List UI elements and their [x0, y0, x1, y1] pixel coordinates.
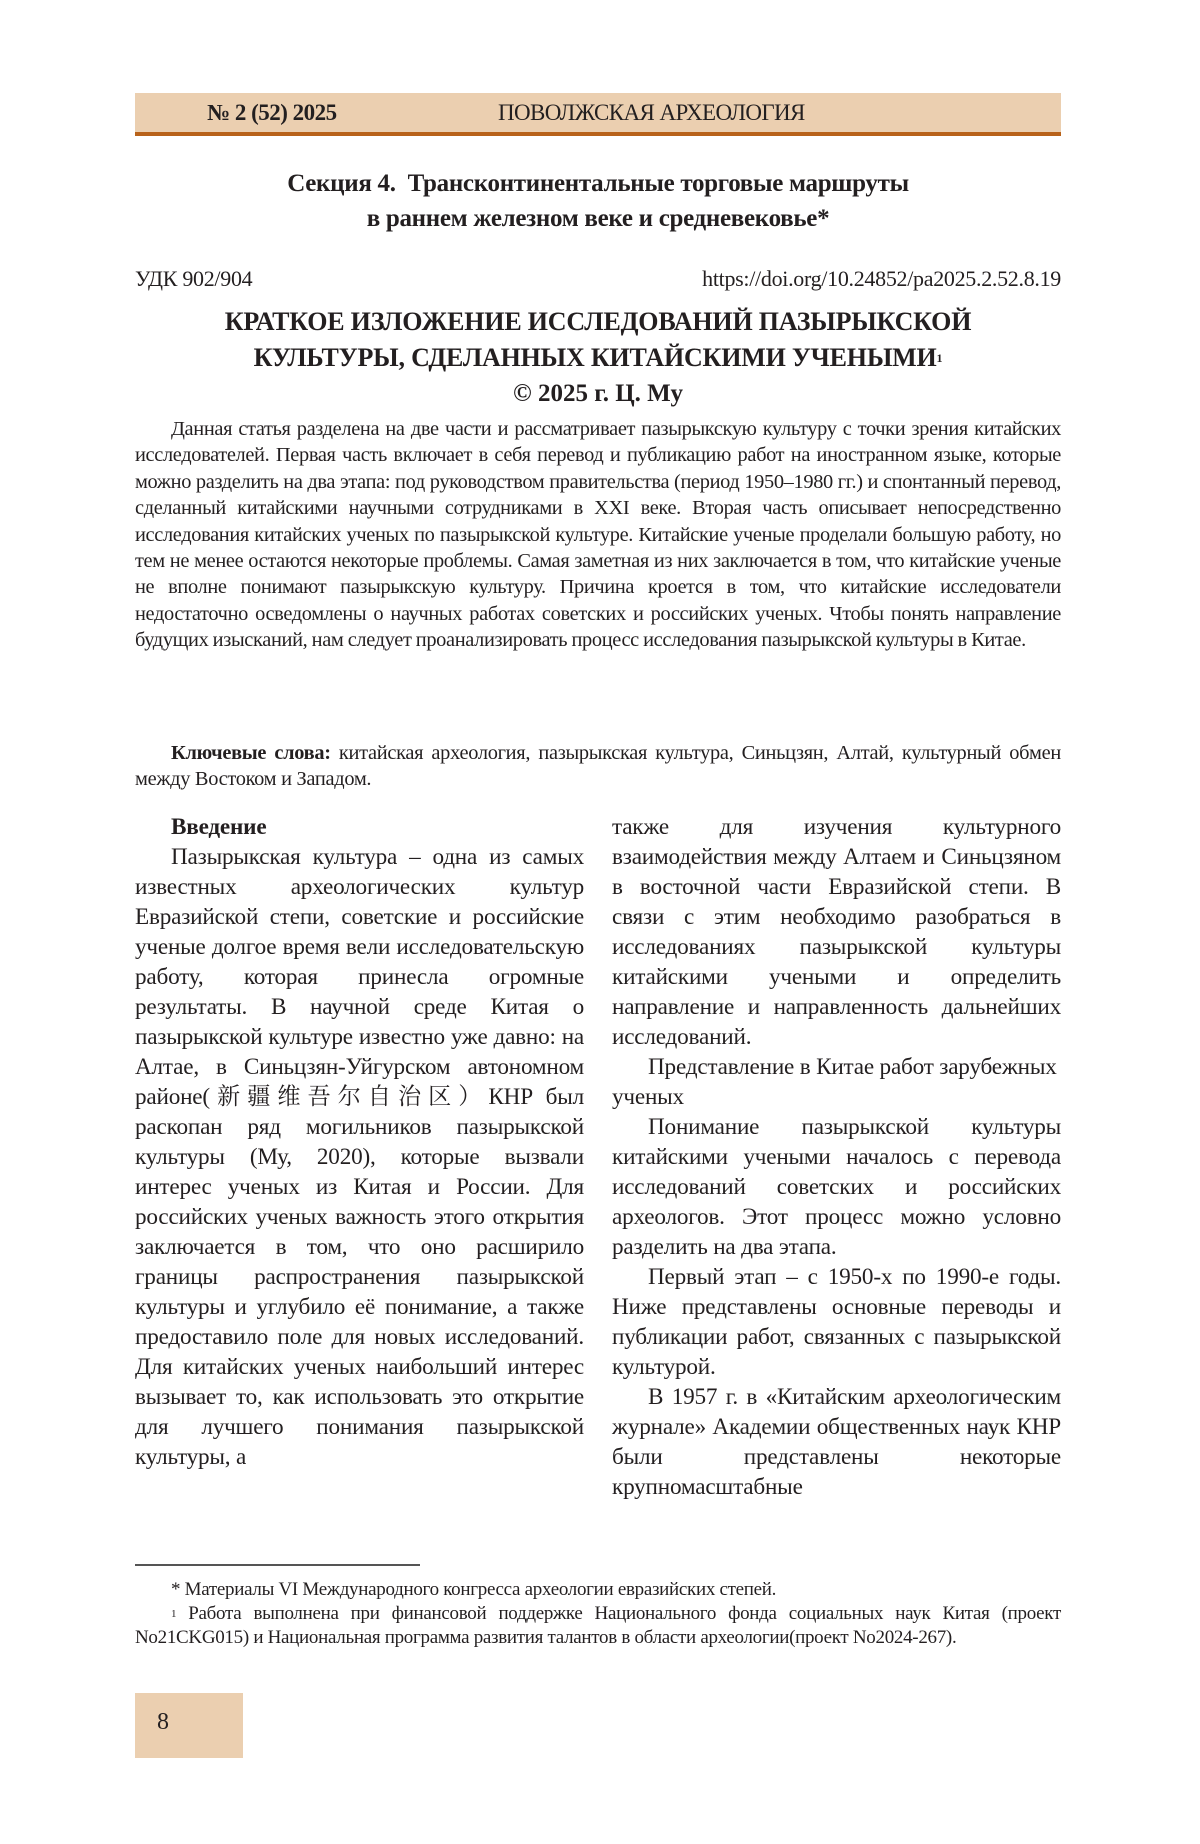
title-line: КРАТКОЕ ИЗЛОЖЕНИЕ ИССЛЕДОВАНИЙ ПАЗЫРЫКСКОЙ	[135, 304, 1061, 340]
footnote-star: * Материалы VI Международного конгресса археологии евразийских степей.	[135, 1578, 1061, 1602]
running-header	[135, 93, 1061, 136]
footnote-text: Работа выполнена при финансовой поддержке Национального фонда социальных наук Китая (проект No21CKG015) и Национальная программа развития талантов в области археологии(проект No2024-267).	[135, 1603, 1061, 1648]
footnote-ref[interactable]: 1	[937, 351, 943, 365]
paragraph: также для изучения культурного взаимодействия между Алтаем и Синьцзяном в восточной части Евразийской степи. В связи с этим необходимо разобраться в исследованиях пазырыкской культуры китайскими учеными и определить направление и направленность дальнейших исследований.	[612, 812, 1061, 1052]
section-title	[135, 166, 1061, 236]
right-column	[612, 812, 1061, 1502]
footnote-1	[135, 1602, 1061, 1650]
section-title-line: Секция 4. Трансконтинентальные торговые маршруты	[135, 166, 1061, 201]
keywords-label: Ключевые слова:	[171, 742, 331, 764]
footnotes	[135, 1578, 1061, 1650]
footnote-divider	[135, 1564, 420, 1566]
left-column	[135, 812, 584, 1472]
footnote-mark: 1	[171, 1608, 176, 1620]
section-heading: Введение	[135, 812, 584, 842]
article-title	[135, 304, 1061, 376]
paragraph: Пазырыкская культура – одна из самых известных археологических культур Евразийской степи, советские и российские ученые долгое время вели исследовательскую работу, которая принесла огромные результаты. В научной среде Китая о пазырыкской культуре известно уже давно: на Алтае, в Синьцзян-Уйгурском автономном районе(新疆维吾尔自治区）КНР был раскопан ряд могильников пазырыкской культуры (Му, 2020), которые вызвали интерес ученых из Китая и России. Для российских ученых важность этого открытия заключается в том, что оно расширило границы распространения пазырыкской культуры и углубило её понимание, а также предоставило поле для новых исследований. Для китайских ученых наибольший интерес вызывает то, как использовать это открытие для лучшего понимания пазырыкской культуры, а	[135, 842, 584, 1472]
abstract: Данная статья разделена на две части и рассматривает пазырыкскую культуру с точки зрения китайских исследователей. Первая часть включает в себя перевод и публикацию работ на иностранном языке, которые можно разделить на два этапа: под руководством правительства (период 1950–1980 гг.) и спонтанный перевод, сделанный китайскими научными сотрудниками в XXI веке. Вторая часть описывает непосредственно исследования китайских ученых по пазырыкской культуре. Китайские ученые проделали большую работу, но тем не менее остаются некоторые проблемы. Самая заметная из них заключается в том, что китайские ученые не вполне понимают пазырыкскую культуру. Причина кроется в том, что китайские исследователи недостаточно осведомлены о научных работах советских и российских ученых. Чтобы понять направление будущих изысканий, нам следует проанализировать процесс исследования пазырыкской культуры в Китае.	[135, 416, 1061, 654]
paragraph: Понимание пазырыкской культуры китайскими учеными началось с перевода исследований советских и российских археологов. Этот процесс можно условно разделить на два этапа.	[612, 1112, 1061, 1262]
issue-number: № 2 (52) 2025	[207, 100, 337, 126]
section-title-line: в раннем железном веке и средневековье*	[135, 201, 1061, 236]
page-number-box	[135, 1693, 243, 1758]
subheading: Представление в Китае работ зарубежных ученых	[612, 1052, 1061, 1112]
article-meta	[135, 266, 1061, 292]
journal-name: ПОВОЛЖСКАЯ АРХЕОЛОГИЯ	[498, 100, 805, 126]
paragraph: В 1957 г. в «Китайским археологическим журнале» Академии общественных наук КНР были представлены некоторые крупномасштабные	[612, 1382, 1061, 1502]
doi-link[interactable]: https://doi.org/10.24852/pa2025.2.52.8.19	[702, 266, 1061, 292]
paragraph: Первый этап – с 1950-х по 1990-е годы. Ниже представлены основные переводы и публикации работ, связанных с пазырыкской культурой.	[612, 1262, 1061, 1382]
title-line	[135, 340, 1061, 376]
author-line: © 2025 г. Ц. Му	[135, 380, 1061, 408]
keywords-text: китайская археология, пазырыкская культура, Синьцзян, Алтай, культурный обмен между Востоком и Западом.	[135, 742, 1061, 790]
page-number: 8	[157, 1709, 169, 1736]
title-line-text: КУЛЬТУРЫ, СДЕЛАННЫХ КИТАЙСКИМИ УЧЕНЫМИ	[254, 343, 937, 372]
keywords	[135, 740, 1061, 793]
udk: УДК 902/904	[135, 266, 252, 292]
